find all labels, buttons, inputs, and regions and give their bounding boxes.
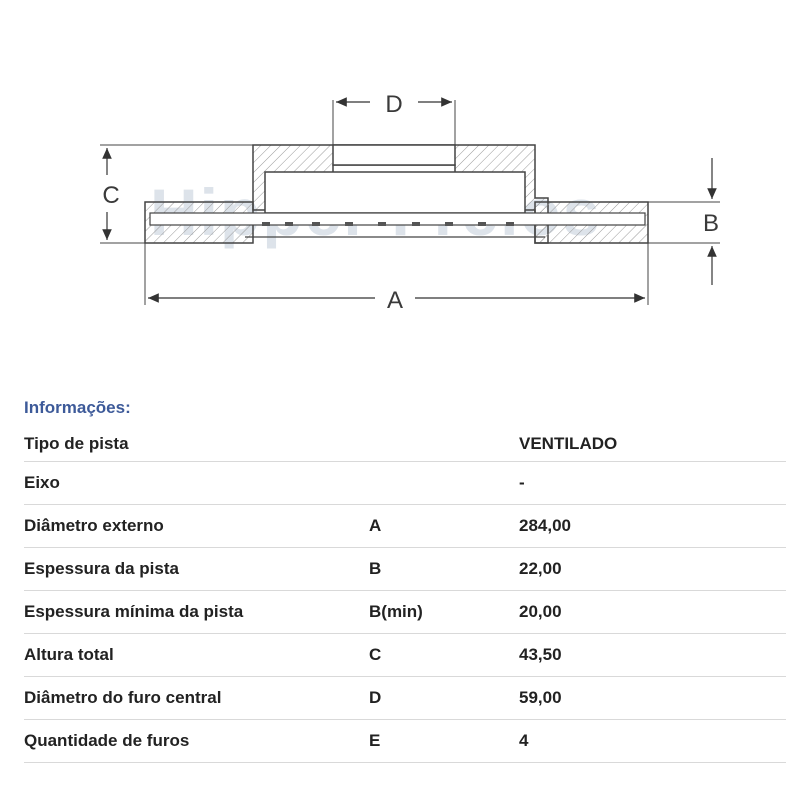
- table-row: [24, 548, 786, 591]
- spec-label: Espessura da pista: [24, 548, 369, 591]
- spec-label: Tipo de pista: [24, 427, 369, 462]
- spec-code: B: [369, 548, 519, 591]
- spec-value: 59,00: [519, 677, 786, 720]
- spec-value: 4: [519, 720, 786, 763]
- vent-channel: [150, 213, 645, 225]
- spec-value: -: [519, 462, 786, 505]
- dim-label-b: B: [702, 210, 720, 237]
- table-row: [24, 720, 786, 763]
- spec-value: VENTILADO: [519, 427, 786, 462]
- spec-value: 20,00: [519, 591, 786, 634]
- spec-code: B(min): [369, 591, 519, 634]
- spec-label: Quantidade de furos: [24, 720, 369, 763]
- table-row: [24, 462, 786, 505]
- dim-label-d: D: [385, 91, 403, 118]
- spec-label: Eixo: [24, 462, 369, 505]
- watermark-text: Hipper: [150, 175, 372, 249]
- spec-label: Altura total: [24, 634, 369, 677]
- spec-label: Diâmetro externo: [24, 505, 369, 548]
- specs-table: [24, 427, 786, 763]
- spec-code: [369, 462, 519, 505]
- spec-code: E: [369, 720, 519, 763]
- table-row: [24, 427, 786, 462]
- spec-code: D: [369, 677, 519, 720]
- table-row: [24, 505, 786, 548]
- brake-disc-cross-section: [0, 0, 800, 370]
- dim-label-a: A: [386, 287, 404, 314]
- spec-code: C: [369, 634, 519, 677]
- dim-label-c: C: [102, 182, 120, 209]
- info-section: [24, 395, 786, 763]
- spec-label: Espessura mínima da pista: [24, 591, 369, 634]
- spec-code: A: [369, 505, 519, 548]
- spec-label: Diâmetro do furo central: [24, 677, 369, 720]
- spec-value: 43,50: [519, 634, 786, 677]
- disc-inner-hub-cutout: [265, 172, 525, 213]
- table-row: [24, 634, 786, 677]
- spec-value: 284,00: [519, 505, 786, 548]
- disc-center-bore: [333, 145, 455, 165]
- table-row: [24, 591, 786, 634]
- spec-code: [369, 427, 519, 462]
- brake-disc-diagram: [0, 0, 800, 370]
- spec-value: 22,00: [519, 548, 786, 591]
- info-title: Informações:: [24, 398, 131, 417]
- table-row: [24, 677, 786, 720]
